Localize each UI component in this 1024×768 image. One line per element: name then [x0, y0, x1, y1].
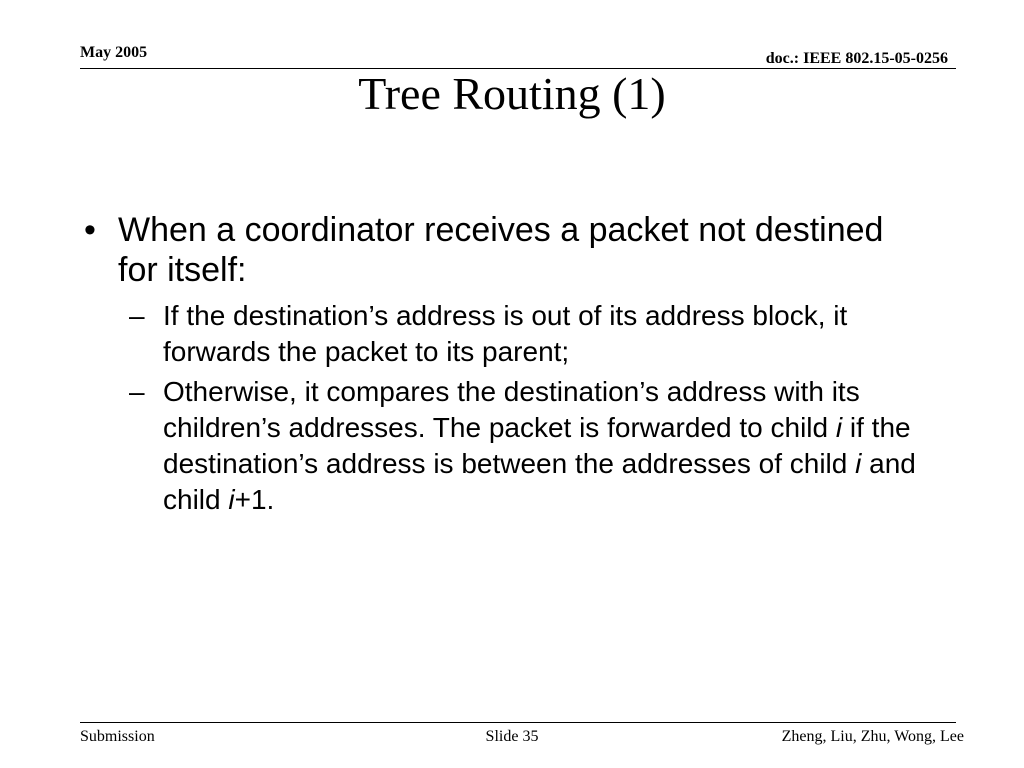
header-doc-id: doc.: IEEE 802.15-05-0256 — [765, 50, 948, 67]
header-date: May 2005 — [80, 44, 148, 61]
footer-submission: Submission — [80, 728, 155, 745]
italic-variable: i — [228, 484, 235, 515]
sub-bullet-text-part: if the destination’s address is between the addresses of child — [163, 412, 911, 479]
sub-bullet-text — [163, 374, 924, 518]
sub-bullet-text-part: +1. — [234, 484, 275, 515]
sub-bullet-list — [84, 298, 924, 518]
bullet-item — [84, 210, 924, 290]
sub-bullet-text-part: and child — [163, 448, 916, 515]
footer-slide-number: Slide 35 — [485, 728, 539, 745]
slide-title: Tree Routing (1) — [358, 68, 666, 119]
sub-bullet-item — [129, 374, 924, 518]
sub-bullet-text-part: Otherwise, it compares the destination’s address with its children’s addresses. The packet is forwarded to child — [163, 376, 860, 443]
bullet-marker: • — [84, 211, 96, 249]
dash-marker: – — [129, 376, 145, 407]
sub-bullet-text: If the destination’s address is out of its address block, it forwards the packet to its parent; — [163, 300, 848, 367]
sub-bullet-item — [129, 298, 924, 370]
italic-variable: i — [855, 448, 862, 479]
bullet-text: When a coordinator receives a packet not destined for itself: — [118, 211, 884, 289]
italic-variable: i — [835, 412, 843, 443]
slide-body — [84, 210, 924, 522]
footer-divider — [80, 722, 956, 723]
footer-authors: Zheng, Liu, Zhu, Wong, Lee — [781, 728, 964, 745]
dash-marker: – — [129, 300, 145, 331]
